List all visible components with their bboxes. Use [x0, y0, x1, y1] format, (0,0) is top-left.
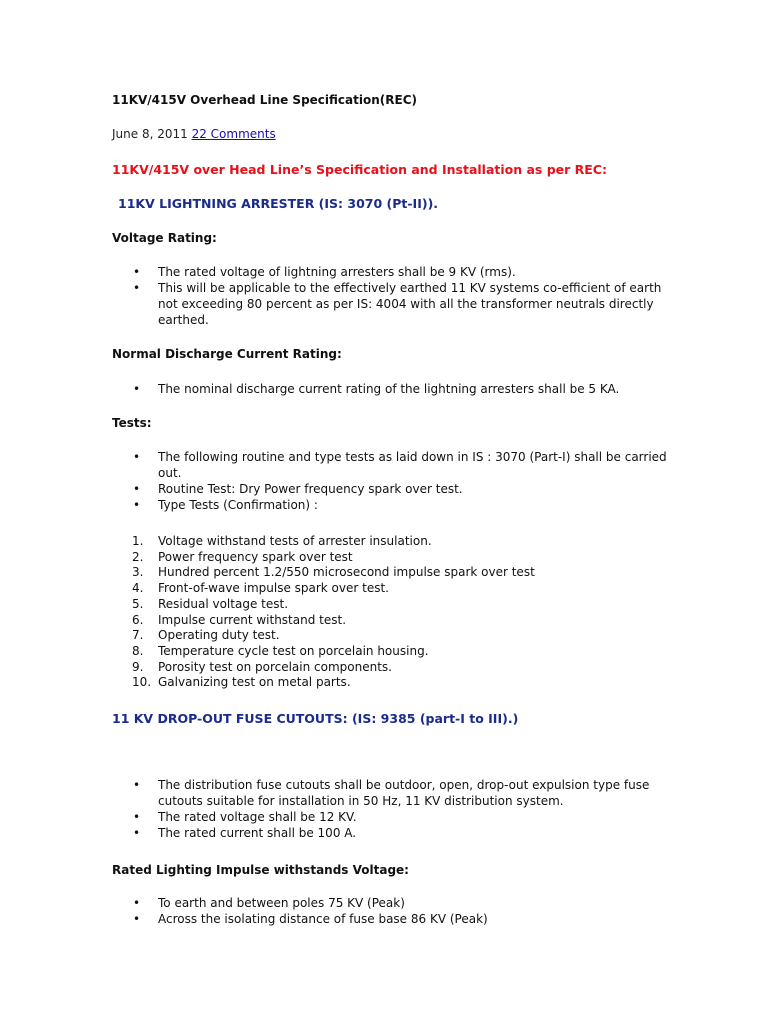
- item-number: 3.: [132, 565, 144, 580]
- item-number: 5.: [132, 596, 144, 611]
- item-text: Operating duty test.: [158, 628, 280, 643]
- item-text: Power frequency spark over test: [158, 549, 353, 564]
- list-item: [132, 596, 668, 613]
- page-title: 11KV/415V Overhead Line Specification(REC): [112, 93, 417, 107]
- fuse-cutouts-heading: 11 KV DROP-OUT FUSE CUTOUTS: (IS: 9385 (part-I to III).): [112, 711, 519, 726]
- item-text: Front-of-wave impulse spark over test.: [158, 581, 389, 596]
- discharge-rating-heading: Normal Discharge Current Rating:: [112, 347, 342, 361]
- item-text: Impulse current withstand test.: [158, 612, 347, 627]
- list-item: [132, 643, 668, 660]
- item-number: 1.: [132, 534, 144, 548]
- item-text: Hundred percent 1.2/550 microsecond impulse spark over test: [158, 565, 535, 580]
- item-number: 2.: [132, 549, 144, 564]
- post-date: June 8, 2011: [112, 127, 188, 141]
- list-item: [132, 628, 668, 644]
- voltage-rating-list: [158, 264, 668, 328]
- item-text: Residual voltage test.: [158, 596, 289, 611]
- list-item: • This will be applicable to the effectively earthed 11 KV systems co-efficient of earth not exceeding 80 percent as per IS: 4004 with all the transformer neutrals directly earthed.: [158, 280, 668, 328]
- item-number: 6.: [132, 612, 144, 627]
- list-item: [132, 675, 668, 691]
- item-number: 8.: [132, 643, 144, 658]
- tests-list: [158, 449, 668, 513]
- item-text: Temperature cycle test on porcelain housing.: [158, 643, 429, 658]
- impulse-voltage-heading: Rated Lighting Impulse withstands Voltage:: [112, 863, 409, 877]
- list-item: [132, 659, 668, 676]
- post-meta: [112, 127, 276, 141]
- lightning-arrester-heading: 11KV LIGHTNING ARRESTER (IS: 3070 (Pt-II)).: [118, 196, 439, 211]
- list-item: • The distribution fuse cutouts shall be outdoor, open, drop-out expulsion type fuse cutouts suitable for installation in 50 Hz, 11 KV distribution system.: [158, 777, 668, 809]
- comments-link[interactable]: 22 Comments: [191, 127, 276, 141]
- item-text: Voltage withstand tests of arrester insulation.: [158, 534, 432, 548]
- voltage-rating-heading: Voltage Rating:: [112, 231, 217, 245]
- list-item: • The following routine and type tests as laid down in IS : 3070 (Part-I) shall be carried out.: [158, 449, 668, 481]
- list-item: • To earth and between poles 75 KV (Peak): [158, 895, 668, 911]
- list-item: • Across the isolating distance of fuse base 86 KV (Peak): [158, 911, 668, 927]
- impulse-voltage-list: [158, 895, 668, 927]
- item-text: Porosity test on porcelain components.: [158, 659, 392, 674]
- list-item: [132, 565, 668, 581]
- discharge-rating-list: [158, 381, 668, 397]
- list-item: [132, 534, 668, 550]
- item-text: Galvanizing test on metal parts.: [158, 675, 351, 690]
- type-tests-list: [132, 534, 668, 691]
- list-item: • Routine Test: Dry Power frequency spark over test.: [158, 481, 668, 497]
- list-item: [132, 612, 668, 629]
- list-item: • The rated current shall be 100 A.: [158, 825, 668, 841]
- item-number: 10.: [132, 675, 152, 690]
- item-number: 9.: [132, 659, 144, 674]
- item-number: 7.: [132, 628, 144, 643]
- list-item: • The rated voltage shall be 12 KV.: [158, 809, 668, 825]
- item-number: 4.: [132, 581, 144, 596]
- list-item: • The rated voltage of lightning arresters shall be 9 KV (rms).: [158, 264, 668, 280]
- list-item: • The nominal discharge current rating of the lightning arresters shall be 5 KA.: [158, 381, 668, 397]
- list-item: • Type Tests (Confirmation) :: [158, 497, 668, 513]
- intro-heading: 11KV/415V over Head Line’s Specification and Installation as per REC:: [112, 162, 607, 177]
- list-item: [132, 581, 668, 597]
- fuse-cutouts-list: [158, 777, 668, 841]
- list-item: [132, 549, 668, 566]
- tests-heading: Tests:: [112, 416, 152, 430]
